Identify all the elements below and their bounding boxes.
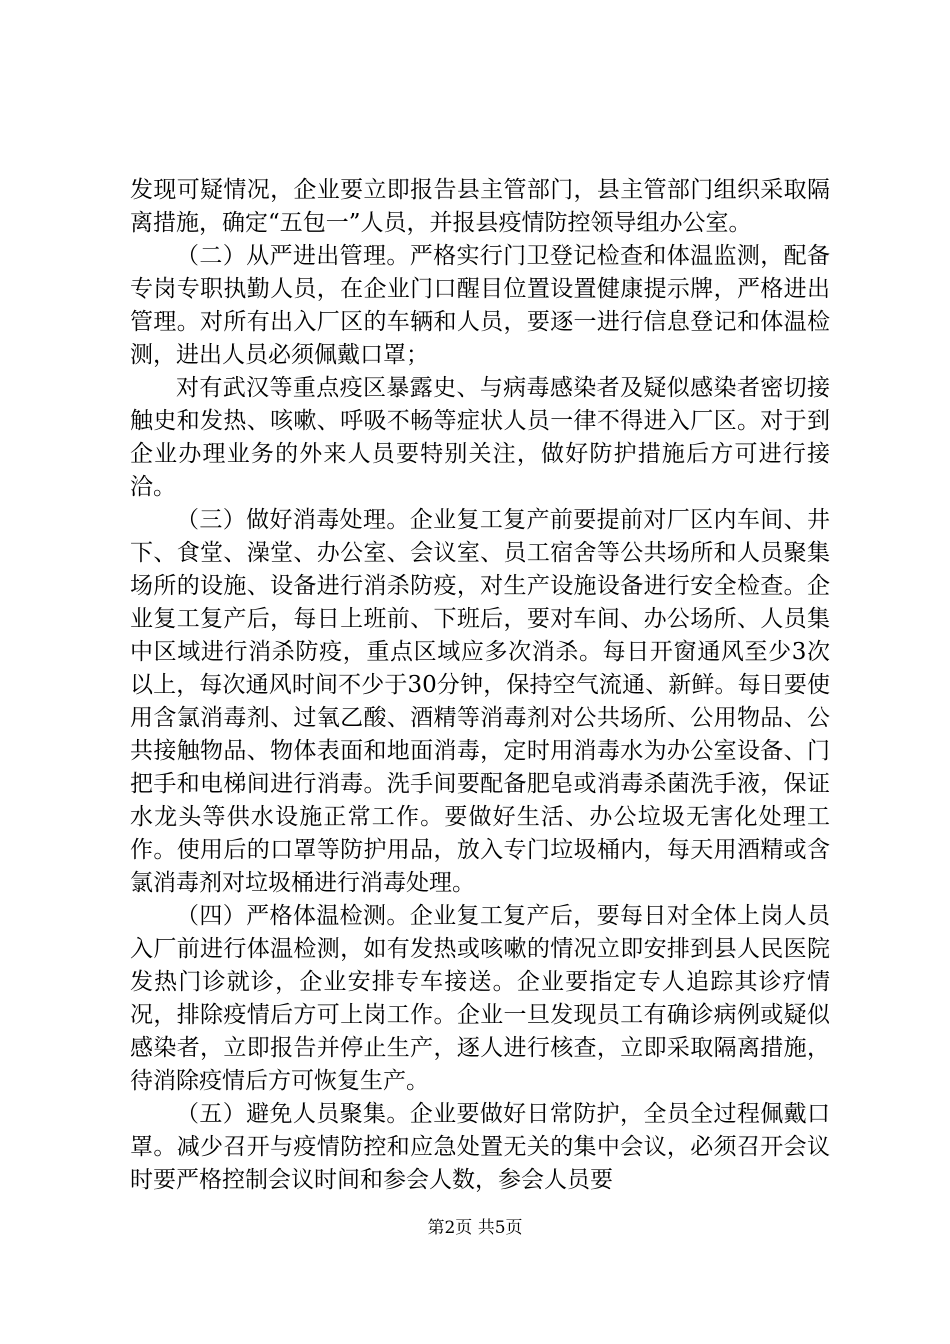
- paragraph-continuation: 发现可疑情况，企业要立即报告县主管部门，县主管部门组织采取隔离措施，确定“五包一”人员，并报县疫情防控领导组办公室。: [130, 177, 830, 236]
- paragraph-restricted-entry: 对有武汉等重点疫区暴露史、与病毒感染者及疑似感染者密切接触史和发热、咳嗽、呼吸不畅等症状人员一律不得进入厂区。对于到企业办理业务的外来人员要特别关注，做好防护措施后方可进行接洽。: [130, 375, 830, 500]
- paragraph-disinfection: （三）做好消毒处理。企业复工复产前要提前对厂区内车间、井下、食堂、澡堂、办公室、会议室、员工宿舍等公共场所和人员聚集场所的设施、设备进行消杀防疫，对生产设施设备进行安全检查。企业复工复产后，每日上班前、下班后，要对车间、办公场所、人员集中区域进行消杀防疫，重点区域应多次消杀。每日开窗通风至少3次以上，每次通风时间不少于30分钟，保持空气流通、新鲜。每日要使用含氯消毒剂、过氧乙酸、酒精等消毒剂对公共场所、公用物品、公共接触物品、物体表面和地面消毒，定时用消毒水为办公室设备、门把手和电梯间进行消毒。洗手间要配备肥皂或消毒杀菌洗手液，保证水龙头等供水设施正常工作。要做好生活、办公垃圾无害化处理工作。使用后的口罩等防护用品，放入专门垃圾桶内，每天用酒精或含氯消毒剂对垃圾桶进行消毒处理。: [130, 507, 830, 896]
- document-body: [130, 174, 830, 1197]
- paragraph-avoid-gathering: （五）避免人员聚集。企业要做好日常防护，全员全过程佩戴口罩。减少召开与疫情防控和应急处置无关的集中会议，必须召开会议时要严格控制会议时间和参会人数，参会人员要: [130, 1101, 830, 1193]
- paragraph-entry-management: （二）从严进出管理。严格实行门卫登记检查和体温监测，配备专岗专职执勤人员，在企业门口醒目位置设置健康提示牌，严格进出管理。对所有出入厂区的车辆和人员，要逐一进行信息登记和体温检测，进出人员必须佩戴口罩；: [130, 243, 830, 368]
- page-number-footer: 第2页 共5页: [427, 1218, 523, 1238]
- paragraph-temperature-check: （四）严格体温检测。企业复工复产后，要每日对全体上岗人员入厂前进行体温检测，如有发热或咳嗽的情况立即安排到县人民医院发热门诊就诊，企业安排专车接送。企业要指定专人追踪其诊疗情况，排除疫情后方可上岗工作。企业一旦发现员工有确诊病例或疑似感染者，立即报告并停止生产，逐人进行核查，立即采取隔离措施，待消除疫情后方可恢复生产。: [130, 903, 830, 1094]
